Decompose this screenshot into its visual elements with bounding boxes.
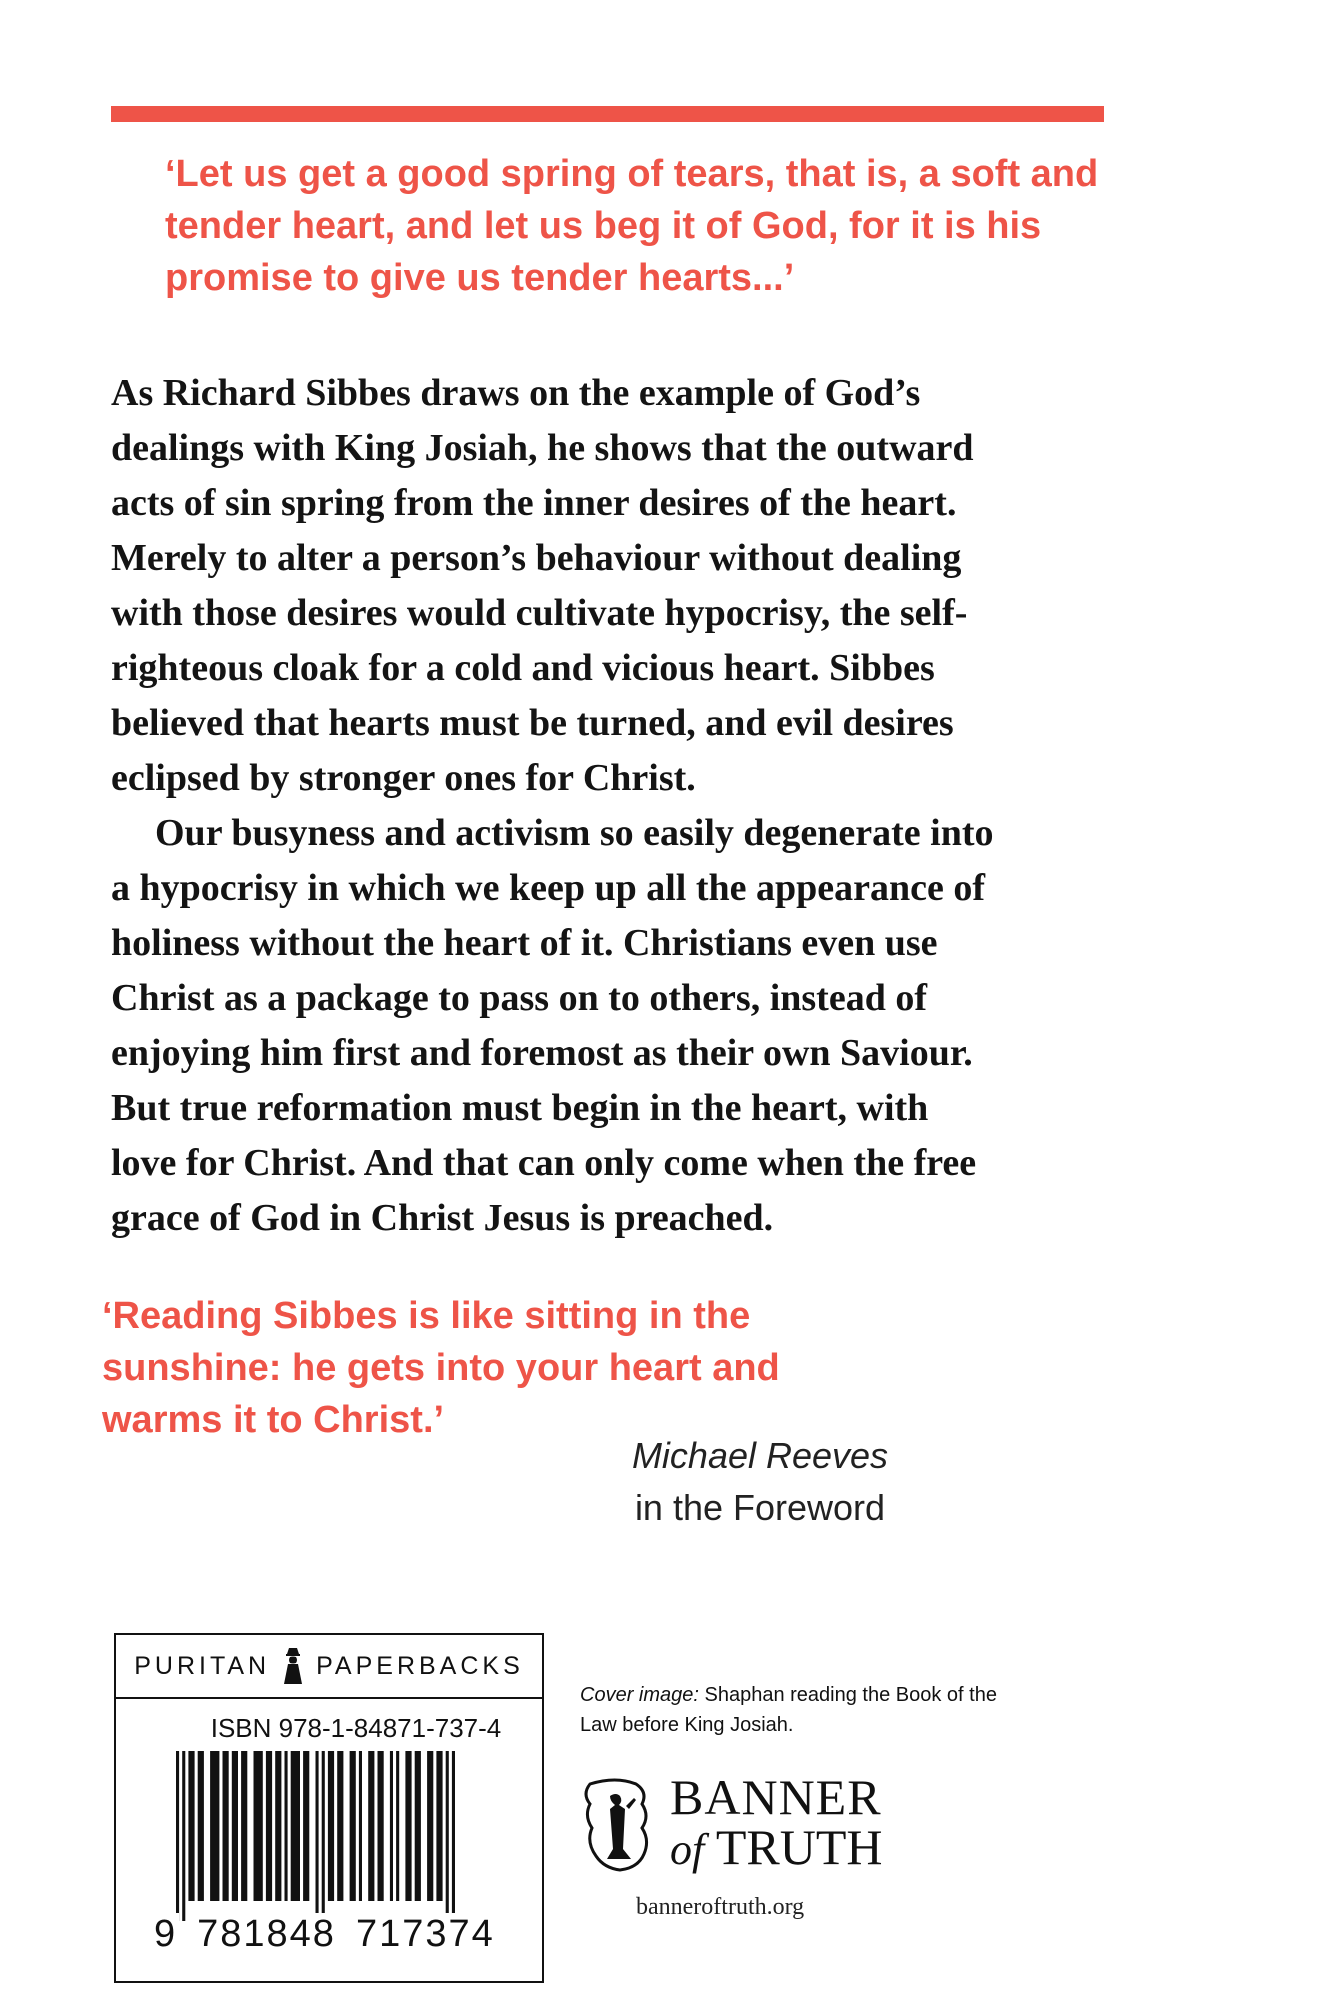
- endorsement-attribution: [600, 1430, 920, 1534]
- publisher-of: of: [670, 1825, 705, 1874]
- pull-quote-line: tender heart, and let us beg it of God, for it is his: [165, 205, 1042, 247]
- barcode-digit-group: 717374: [355, 1913, 495, 1955]
- barcode-bar: [316, 1751, 319, 1921]
- barcode-bar: [350, 1751, 356, 1901]
- series-left-label: PURITAN: [134, 1651, 271, 1680]
- barcode-bar: [328, 1751, 334, 1901]
- barcode-bar: [405, 1751, 411, 1901]
- publisher-name-line1: BANNER: [670, 1769, 882, 1825]
- endorser-source: in the Foreword: [634, 1487, 886, 1528]
- barcode-bar: [452, 1751, 455, 1921]
- barcode-bar: [254, 1751, 263, 1901]
- barcode-bar: [446, 1751, 449, 1921]
- blurb-line: Merely to alter a person’s behaviour without dealing: [111, 537, 962, 579]
- barcode-bar: [241, 1751, 247, 1901]
- blurb-line: holiness without the heart of it. Christians even use: [111, 922, 938, 964]
- pull-quote-line: promise to give us tender hearts...’: [165, 257, 795, 299]
- barcode-digit-first: 9: [154, 1913, 178, 1955]
- pull-quote-line: ‘Let us get a good spring of tears, that is, a soft and: [165, 153, 1099, 195]
- top-accent-rule: [111, 106, 1104, 122]
- endorsement-line: warms it to Christ.’: [102, 1399, 445, 1441]
- blurb-line: believed that hearts must be turned, and evil desires: [111, 702, 954, 744]
- barcode-bar: [291, 1751, 300, 1901]
- barcode-digits: [152, 1913, 532, 1956]
- publisher-logo: [580, 1769, 940, 1882]
- barcode-panel: [114, 1633, 544, 1983]
- barcode-bar: [427, 1751, 433, 1901]
- blurb-line: But true reformation must begin in the heart, with: [111, 1087, 929, 1129]
- blurb-body: [111, 366, 1121, 1246]
- endorsement-line: sunshine: he gets into your heart and: [102, 1347, 780, 1389]
- blurb-line: acts of sin spring from the inner desires of the heart.: [111, 482, 957, 524]
- barcode-bar: [322, 1751, 325, 1921]
- blurb-line: righteous cloak for a cold and vicious heart. Sibbes: [111, 647, 935, 689]
- endorsement-line: ‘Reading Sibbes is like sitting in the: [102, 1295, 751, 1337]
- isbn-label: ISBN 978-1-84871-737-4: [210, 1713, 502, 1743]
- barcode-bar: [359, 1751, 362, 1901]
- credit-text: Shaphan reading the Book of the Law before King Josiah.: [580, 1684, 997, 1736]
- barcode-bar: [275, 1751, 281, 1901]
- barcode-bar: [390, 1751, 393, 1901]
- credit-label: Cover image:: [580, 1684, 699, 1706]
- barcode-bar: [396, 1751, 399, 1901]
- banner-of-truth-emblem-icon: [580, 1776, 650, 1876]
- barcode-bar: [415, 1751, 421, 1901]
- series-name: [116, 1635, 542, 1699]
- barcode-bar: [223, 1751, 229, 1901]
- pull-quote-bottom: [102, 1290, 882, 1446]
- publisher-name-line2: [670, 1819, 883, 1875]
- barcode-bar: [188, 1751, 194, 1901]
- blurb-line: As Richard Sibbes draws on the example of God’s: [111, 372, 921, 414]
- barcode-bar: [210, 1751, 219, 1901]
- barcode-bar: [232, 1751, 238, 1901]
- blurb-line: love for Christ. And that can only come when the free: [111, 1142, 977, 1184]
- blurb-line: enjoying him first and foremost as their own Saviour.: [111, 1032, 973, 1074]
- blurb-line: dealings with King Josiah, he shows that the outward: [111, 427, 974, 469]
- publisher-url: banneroftruth.org: [636, 1894, 805, 1920]
- blurb-line: eclipsed by stronger ones for Christ.: [111, 757, 696, 799]
- barcode-bar: [198, 1751, 204, 1901]
- barcode-digit-group: 781848: [197, 1913, 336, 1955]
- barcode-bar: [182, 1751, 185, 1921]
- barcode-bar: [176, 1751, 179, 1921]
- barcode-bar: [337, 1751, 343, 1901]
- blurb-line: Our busyness and activism so easily degenerate into: [155, 812, 994, 854]
- blurb-line: a hypocrisy in which we keep up all the appearance of: [111, 867, 986, 909]
- barcode-bar: [285, 1751, 288, 1901]
- barcode-bar: [266, 1751, 272, 1901]
- barcode-bar: [378, 1751, 384, 1901]
- cover-image-credit: [580, 1680, 1020, 1740]
- barcode-bar: [303, 1751, 309, 1901]
- barcode-bars: [152, 1751, 530, 1921]
- puritan-figure-icon: [280, 1646, 306, 1686]
- blurb-line: Christ as a package to pass on to others, instead of: [111, 977, 927, 1019]
- pull-quote-top: [165, 148, 1099, 304]
- blurb-line: grace of God in Christ Jesus is preached.: [111, 1197, 774, 1239]
- barcode-bar: [368, 1751, 374, 1901]
- series-right-label: PAPERBACKS: [316, 1651, 524, 1680]
- endorser-name: Michael Reeves: [631, 1435, 889, 1476]
- blurb-line: with those desires would cultivate hypocrisy, the self-: [111, 592, 968, 634]
- publisher-truth: TRUTH: [704, 1819, 883, 1875]
- barcode-bar: [436, 1751, 442, 1901]
